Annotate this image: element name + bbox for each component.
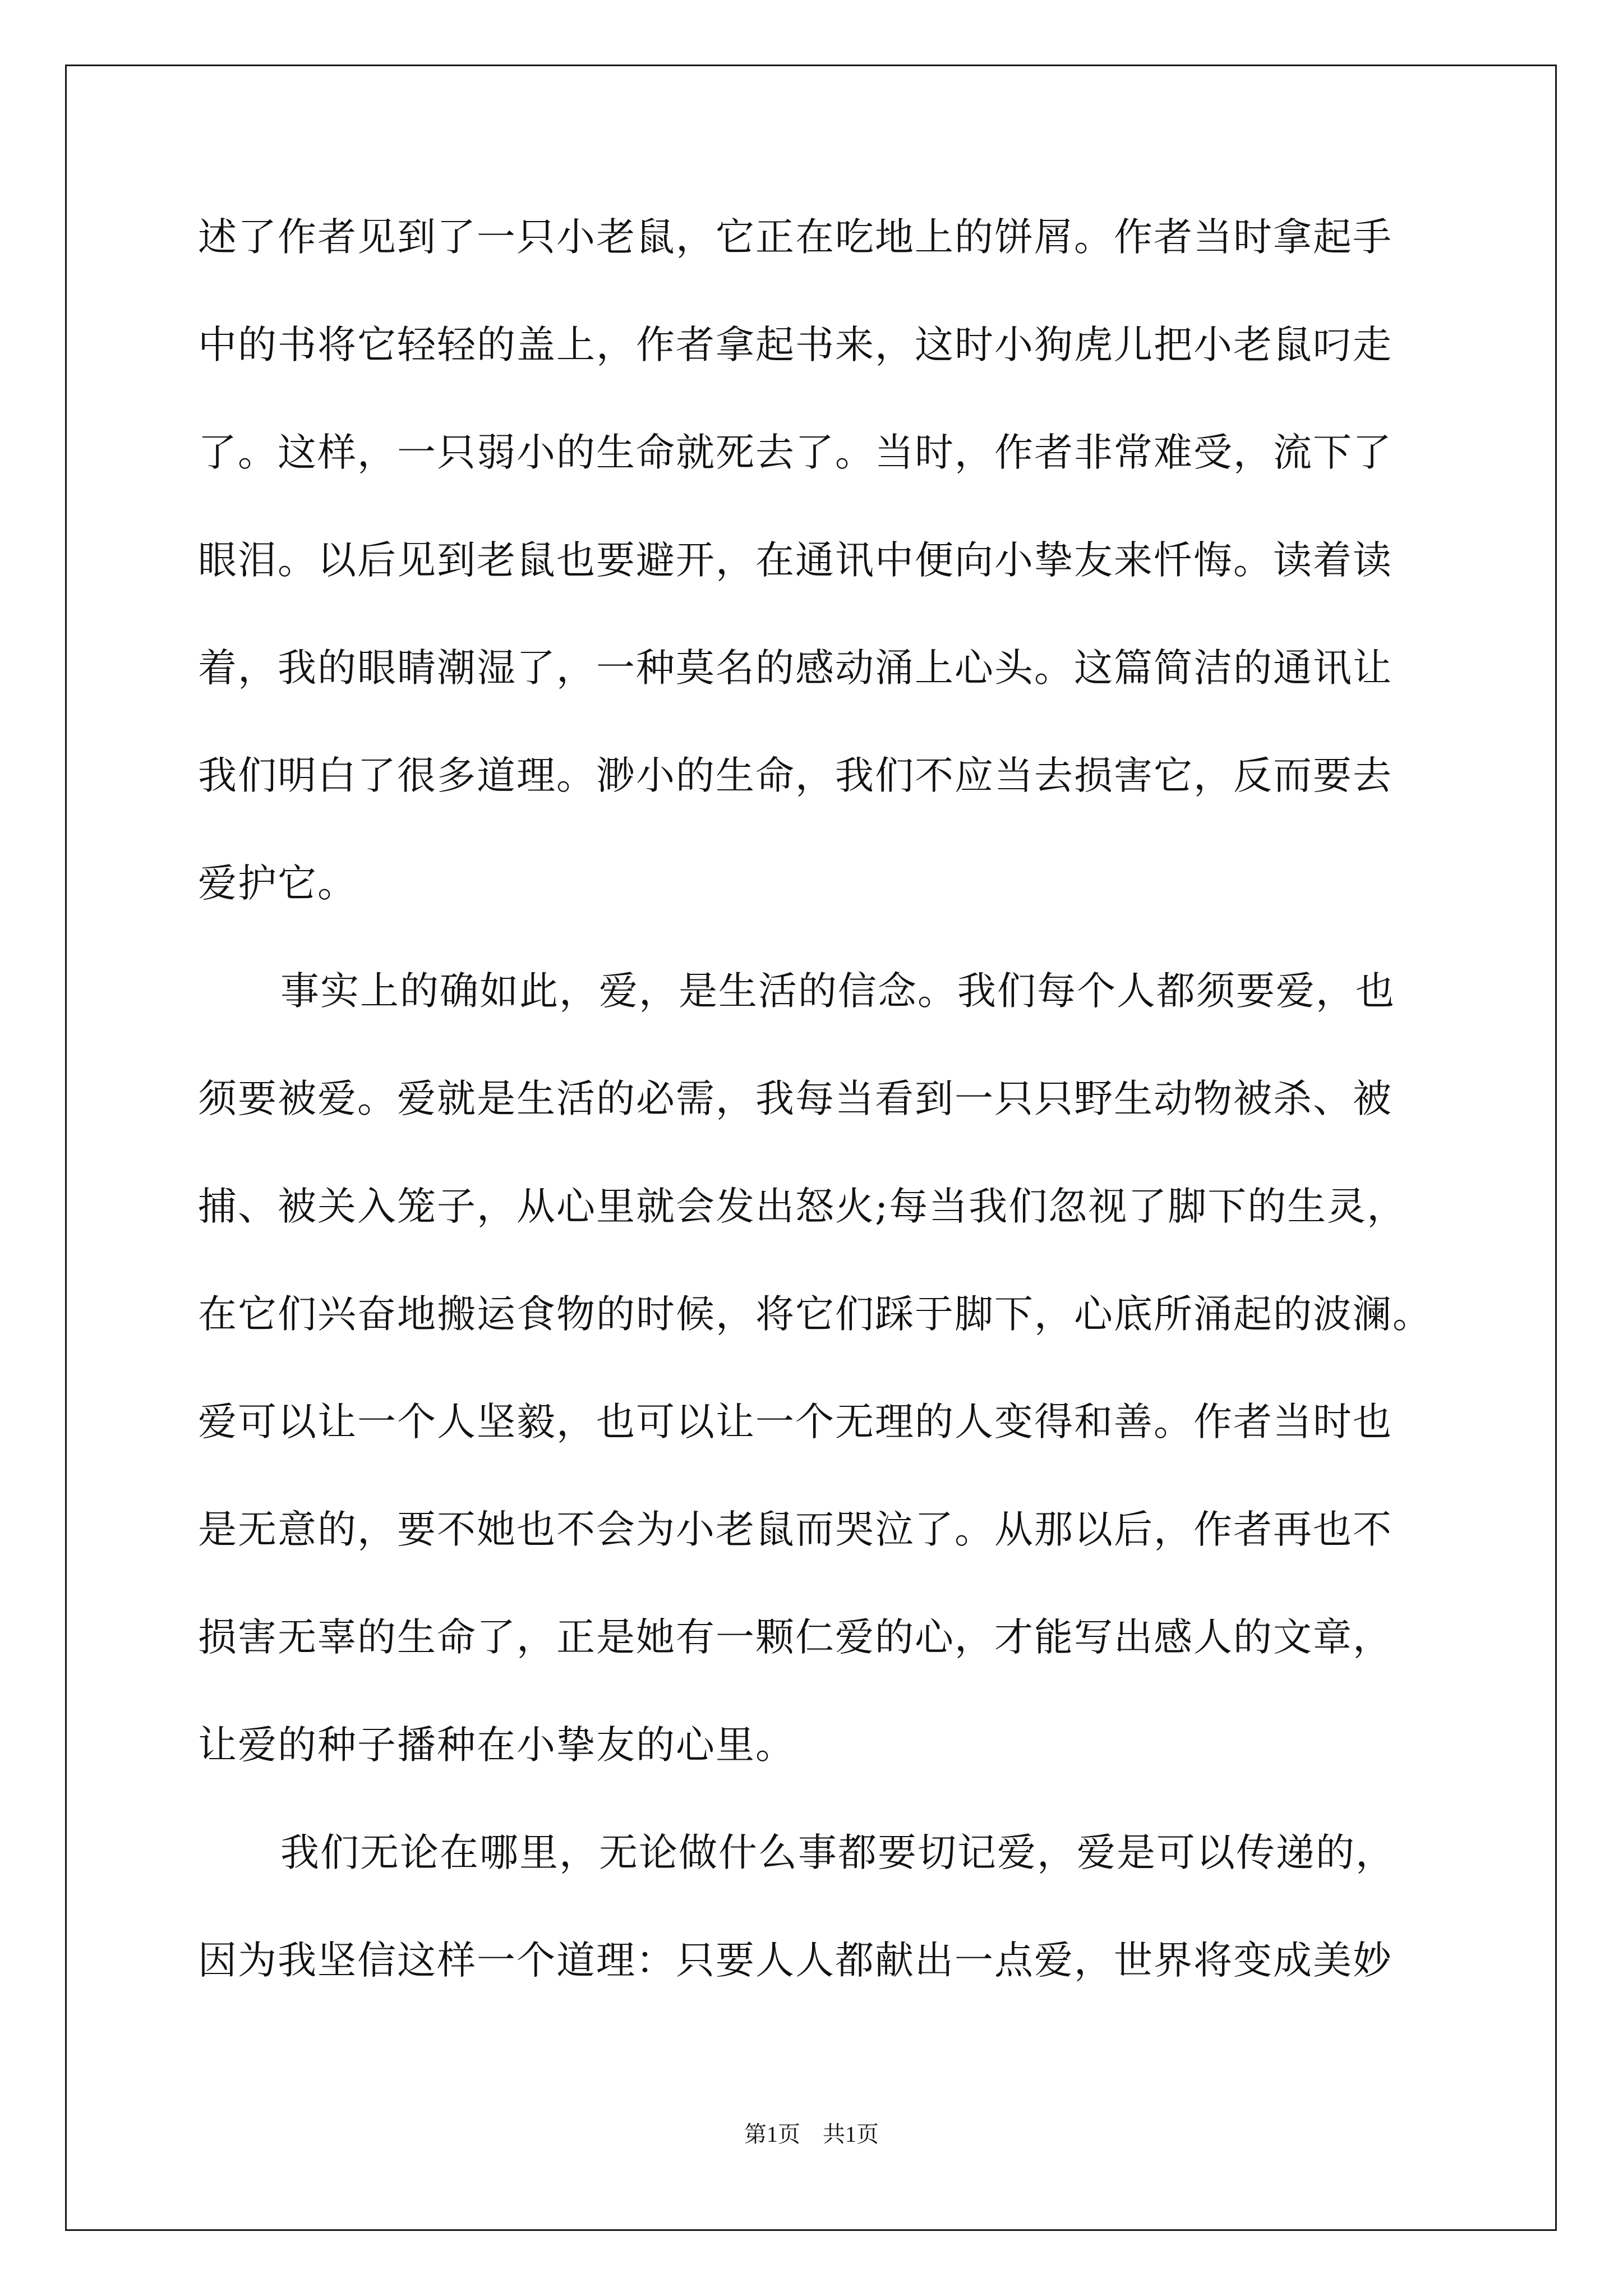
paragraph-line-indented: 事实上的确如此，爱，是生活的信念。我们每个人都须要爱，也 xyxy=(280,969,1395,1014)
paragraph-line: 眼泪。以后见到老鼠也要避开，在通讯中便向小挚友来忏悔。读着读 xyxy=(198,538,1393,583)
paragraph-line: 述了作者见到了一只小老鼠，它正在吃地上的饼屑。作者当时拿起手 xyxy=(198,215,1393,260)
paragraph-line: 在它们兴奋地搬运食物的时候，将它们踩于脚下，心底所涌起的波澜。 xyxy=(198,1292,1432,1337)
paragraph-line: 着，我的眼睛潮湿了，一种莫名的感动涌上心头。这篇简洁的通讯让 xyxy=(198,646,1393,691)
paragraph-line: 须要被爱。爱就是生活的必需，我每当看到一只只野生动物被杀、被 xyxy=(198,1076,1393,1121)
paragraph-line: 爱护它。 xyxy=(198,861,357,906)
page-footer: 第1页 共1页 xyxy=(744,2122,879,2147)
paragraph-line: 损害无辜的生命了，正是她有一颗仁爱的心，才能写出感人的文章， xyxy=(198,1615,1393,1660)
paragraph-line: 因为我坚信这样一个道理：只要人人都献出一点爱，世界将变成美妙 xyxy=(198,1938,1393,1983)
paragraph-line: 我们明白了很多道理。渺小的生命，我们不应当去损害它，反而要去 xyxy=(198,753,1393,798)
paragraph-line-indented: 我们无论在哪里，无论做什么事都要切记爱，爱是可以传递的， xyxy=(280,1830,1395,1875)
paragraph-line: 爱可以让一个人坚毅，也可以让一个无理的人变得和善。作者当时也 xyxy=(198,1400,1393,1444)
paragraph-line: 是无意的，要不她也不会为小老鼠而哭泣了。从那以后，作者再也不 xyxy=(198,1507,1393,1552)
paragraph-line: 了。这样，一只弱小的生命就死去了。当时，作者非常难受，流下了 xyxy=(198,430,1393,475)
paragraph-line: 捕、被关入笼子，从心里就会发出怒火;每当我们忽视了脚下的生灵， xyxy=(198,1184,1407,1229)
paragraph-line: 中的书将它轻轻的盖上，作者拿起书来，这时小狗虎儿把小老鼠叼走 xyxy=(198,323,1393,367)
paragraph-line: 让爱的种子播种在小挚友的心里。 xyxy=(198,1723,795,1768)
